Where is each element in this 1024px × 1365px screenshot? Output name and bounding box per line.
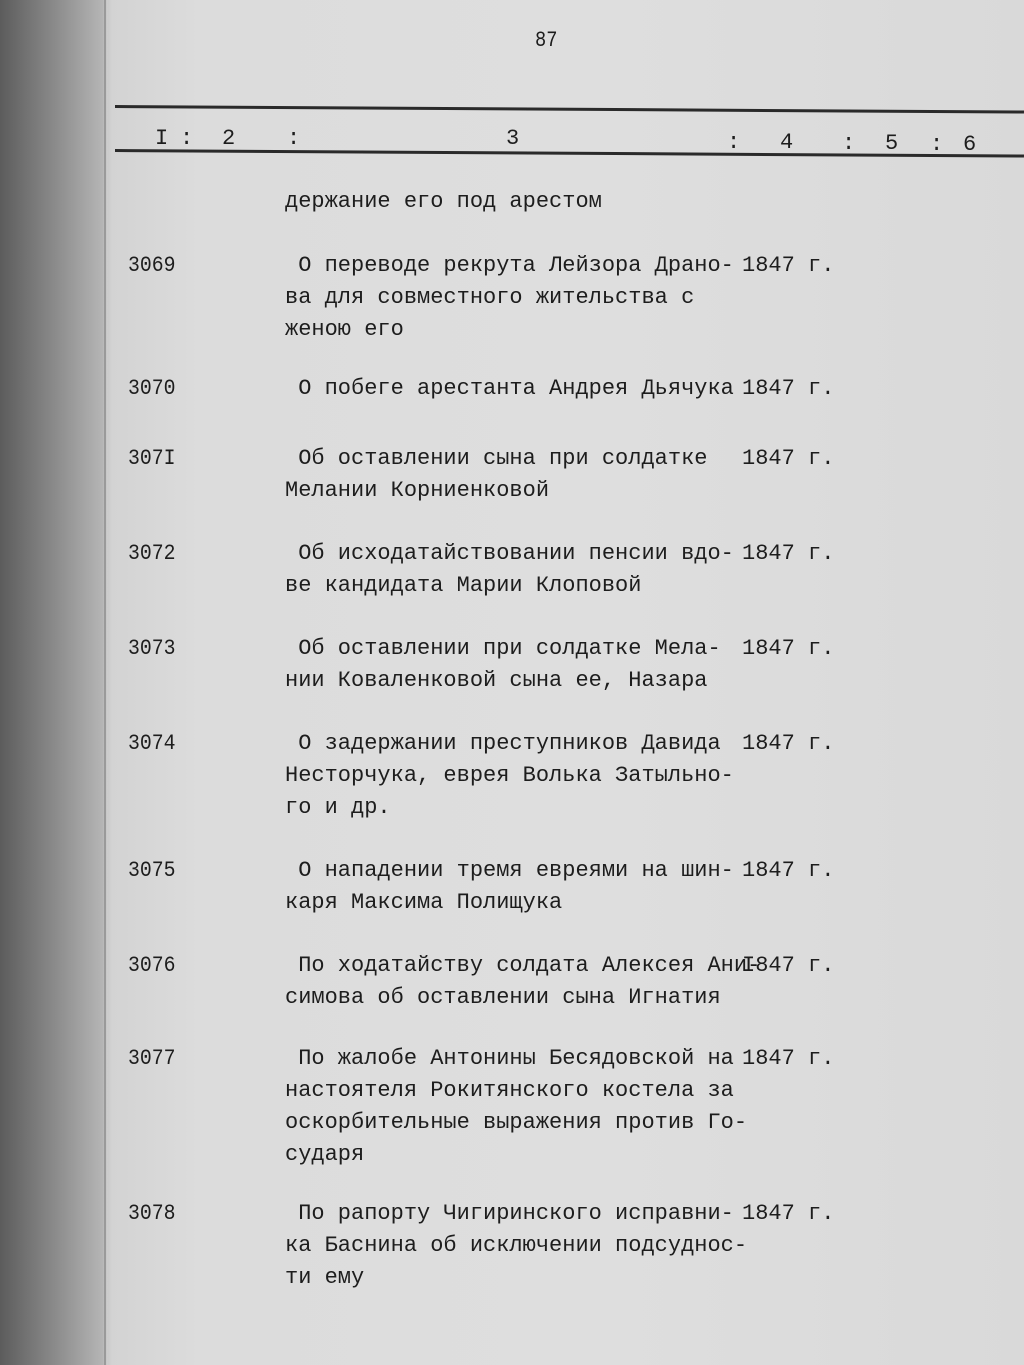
entry-description-line: ка Баснина об исключении подсуднос- — [285, 1233, 748, 1258]
entry-description-line: оскорбительные выражения против Го- — [285, 1110, 748, 1135]
entry-description-line: Мелании Корниенковой — [285, 478, 550, 503]
entry-description-line: сударя — [285, 1142, 365, 1167]
entry-description-line: Несторчука, еврея Волька Затыльно- — [285, 763, 734, 788]
column-2-header: 2 — [222, 126, 236, 151]
entry-description-line: го и др. — [285, 795, 391, 820]
entry-description-line: По ходатайству солдата Алексея Ани- — [285, 953, 761, 978]
entry-description-line: О нападении тремя евреями на шин- — [285, 858, 734, 883]
entry-description-line: симова об оставлении сына Игнатия — [285, 985, 721, 1010]
entry-number: 3078 — [128, 1201, 176, 1226]
entry-year: 1847 г. — [742, 446, 835, 471]
column-separator: : — [180, 126, 194, 151]
entry-year: 1847 г. — [742, 1046, 835, 1071]
entry-description — [285, 1198, 747, 1294]
column-separator: : — [287, 126, 301, 151]
entry-description-line: О переводе рекрута Лейзора Драно- — [285, 253, 734, 278]
entry-description-line: женою его — [285, 317, 404, 342]
entry-description-line: нии Коваленковой сына ее, Назара — [285, 668, 708, 693]
column-separator: : — [930, 132, 944, 157]
entry-year: 1847 г. — [742, 253, 835, 278]
entry-description-line: По рапорту Чигиринского исправни- — [285, 1201, 734, 1226]
entry-number: 3076 — [128, 953, 176, 978]
column-4-header: 4 — [780, 130, 794, 155]
entry-year: 1847 г. — [742, 1201, 835, 1226]
entry-description-line: настоятеля Рокитянского костела за — [285, 1078, 734, 1103]
entry-description — [285, 855, 734, 919]
page-number: 87 — [534, 28, 558, 53]
entry-description — [285, 633, 721, 697]
entry-number: 3077 — [128, 1046, 176, 1071]
entry-description — [285, 443, 707, 507]
entry-number: 3072 — [128, 541, 176, 566]
entry-description — [285, 950, 760, 1014]
entry-year: 1847 г. — [742, 376, 835, 401]
column-5-header: 5 — [885, 131, 899, 156]
entry-description — [285, 728, 734, 824]
entry-year: 1847 г. — [742, 541, 835, 566]
entry-number: 3074 — [128, 731, 176, 756]
entry-description-line: каря Максима Полищука — [285, 890, 563, 915]
column-3-header: 3 — [506, 126, 520, 151]
column-6-header: 6 — [963, 132, 977, 157]
page-edge — [104, 0, 106, 1365]
entry-description — [285, 373, 734, 405]
entry-description-line: ва для совместного жительства с — [285, 285, 695, 310]
entry-description-line: О побеге арестанта Андрея Дьячука — [285, 376, 734, 401]
entry-number: 307I — [128, 446, 176, 471]
entry-description-line: Об исходатайствовании пенсии вдо- — [285, 541, 734, 566]
entry-description-line: Об оставлении сына при солдатке — [285, 446, 708, 471]
entry-description-line: ти ему — [285, 1265, 365, 1290]
column-separator: : — [727, 130, 741, 155]
entry-number: 3075 — [128, 858, 176, 883]
entry-year: 1847 г. — [742, 858, 835, 883]
entry-year: 1847 г. — [742, 636, 835, 661]
entry-number: 3069 — [128, 253, 176, 278]
entry-number: 3073 — [128, 636, 176, 661]
entry-description-line: Об оставлении при солдатке Мела- — [285, 636, 721, 661]
entry-description-line: О задержании преступников Давида — [285, 731, 721, 756]
entry-description-line: держание его под арестом — [285, 189, 602, 214]
page-binding — [0, 0, 108, 1365]
entry-year: 1847 г. — [742, 731, 835, 756]
column-separator: : — [842, 131, 856, 156]
entry-year: I847 г. — [742, 953, 835, 978]
entry-description — [285, 250, 734, 346]
entry-description — [285, 1043, 747, 1171]
entry-description-line: По жалобе Антонины Бесядовской на — [285, 1046, 734, 1071]
column-1-header: I — [155, 126, 169, 151]
entry-description — [285, 538, 734, 602]
entry-description-line: ве кандидата Марии Клоповой — [285, 573, 642, 598]
entry-number: 3070 — [128, 376, 176, 401]
header-rule-top — [115, 105, 1024, 114]
